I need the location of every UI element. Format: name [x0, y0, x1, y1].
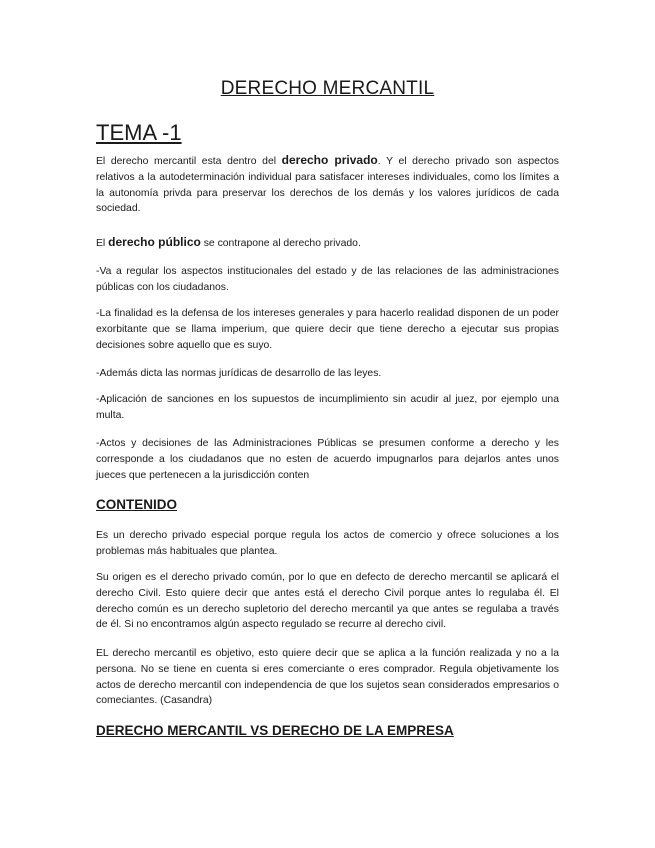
- intro-paragraph-3: -Va a regular los aspectos institucionales del estado y de las relaciones de las administraciones públicas con los ciudadanos.: [96, 266, 559, 293]
- contenido-heading: CONTENIDO: [96, 497, 177, 512]
- tema-heading: TEMA -1: [96, 120, 182, 145]
- contenido-paragraph-1: Es un derecho privado especial porque regula los actos de comercio y ofrece soluciones a los problemas más habituales que plantea.: [96, 530, 559, 557]
- intro-paragraph-1: El derecho mercantil esta dentro del derecho privado. Y el derecho privado son aspectos relativos a la autodeterminación individual para satisfacer intereses individuales, como los límites a la autonomía privda para preservar los derechos de los demás y los valores jurídicos de cada sociedad.: [96, 153, 560, 215]
- intro-paragraph-6: -Aplicación de sanciones en los supuestos de incumplimiento sin acudir al juez, por ejemplo una multa.: [96, 394, 559, 421]
- document-title: DERECHO MERCANTIL: [220, 78, 435, 99]
- intro-paragraph-7: -Actos y decisiones de las Administraciones Públicas se presumen conforme a derecho y les corresponde a los ciudadanos que no esten de acuerdo impugnarlos para dejarlos antes unos jueces que pertenecen a la jurisdicción conten: [96, 438, 559, 481]
- intro-paragraph-4: -La finalidad es la defensa de los intereses generales y para hacerlo realidad disponen de un poder exorbitante que se llama imperium, que quiere decir que tiene derecho a ejecutar sus propias decisiones sobre aquello que es suyo.: [96, 308, 559, 351]
- section2-heading: DERECHO MERCANTIL VS DERECHO DE LA EMPRESA: [96, 723, 454, 738]
- intro-paragraph-5: -Además dicta las normas jurídicas de desarrollo de las leyes.: [96, 368, 382, 379]
- contenido-paragraph-2: Su origen es el derecho privado común, por lo que en defecto de derecho mercantil se aplicará el derecho Civil. Esto quiere decir que antes está el derecho Civil porque antes lo regulaba él. El derecho común es un derecho supletorio del derecho mercantil ya que antes se regulaba a través de él. Si no encontramos algún aspecto regulado se recurre al derecho civil.: [96, 572, 559, 631]
- contenido-paragraph-3: EL derecho mercantil es objetivo, esto quiere decir que se aplica a la función realizada y no a la persona. No se tiene en cuenta si eres comerciante o eres comprador. Regula objetivamente los actos de derecho mercantil con independencia de que los sujetos sean considerados empresarios o comeciantes. (Casandra): [96, 648, 559, 707]
- bold-term-derecho-publico: derecho público: [108, 235, 201, 249]
- intro-paragraph-2: El derecho público se contrapone al derecho privado.: [96, 235, 361, 249]
- bold-term-derecho-privado: derecho privado: [281, 153, 378, 167]
